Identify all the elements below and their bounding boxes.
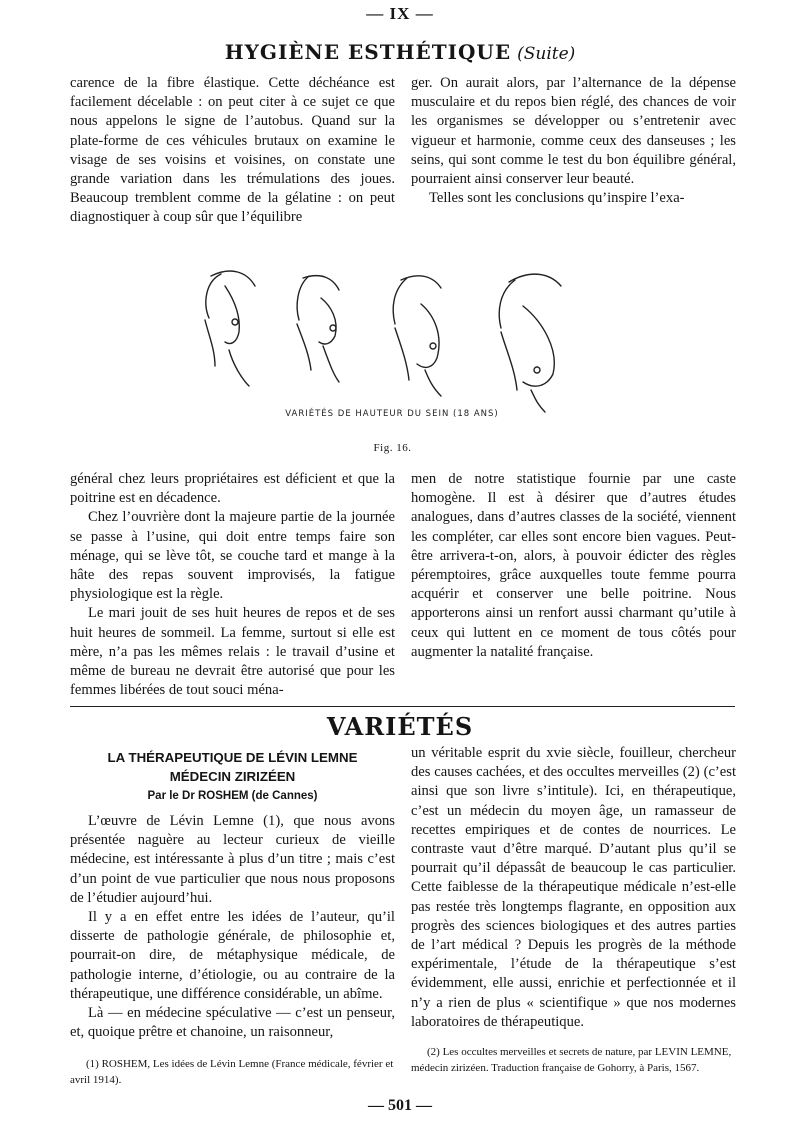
top-left-column: [70, 74, 395, 228]
footnote-2: [411, 1044, 736, 1076]
article-title: [70, 748, 395, 786]
varietes-right-column: [411, 744, 736, 1032]
figure-caption: Fig. 16.: [373, 442, 412, 454]
running-title: [0, 40, 800, 64]
article-title-line-2: MÉDECIN ZIRIZÉEN: [169, 769, 296, 784]
paragraph: carence de la fibre élastique. Cette déchéance est facilement décelable : on peut citer à ce sujet ce que nous appelons le signe de l’autobus. Quand sur la plate-forme de ces véhicules brutaux on examine le visage de ses voisins et voisines, on constate une grande variation dans les trémulations des joues. Beaucoup tremblent comme de la gélatine : on peut diagnostiquer à coup sûr que l’équilibre: [70, 75, 395, 226]
article-author: Par le Dr ROSHEM (de Cannes): [147, 790, 318, 802]
footnote-text: (1) ROSHEM, Les idées de Lévin Lemne (France médicale, février et avril 1914).: [70, 1058, 394, 1086]
paragraph: men de notre statistique fournie par une caste homogène. Il est à désirer que d’autres études analogues, dans d’autres classes de la société, viennent les compléter, car elles sont encore bien vagues. Peut-être arrivera-t-on, alors, à pouvoir édicter des règles péremptoires, grâce auxquelles toute femme pourra acquérir et conserver une belle poitrine. Nous apporterons ainsi un renfort aussi charmant qu’utile à ceux qui luttent en ce moment de tous côtés pour augmenter la natalité française.: [411, 471, 736, 660]
middle-right-column: [411, 470, 736, 662]
paragraph: ger. On aurait alors, par l’alternance de la dépense musculaire et du repos bien réglé, des chances de voir les organismes se développer ou s’entretenir avec vigueur et harmonie, comme ceux des danseuses ; les seins, qui sont comme le test du bon équilibre général, pourraient ainsi conserver leur beauté.: [411, 75, 736, 188]
top-right-column: [411, 74, 736, 208]
section-divider: [70, 706, 735, 707]
paragraph: L’œuvre de Lévin Lemne (1), que nous avons présentée naguère au lecteur curieux de vieille médecine, est intéressante à plus d’un titre ; mais c’est d’un point de vue particulier que nous nous proposons de l’étudier aujourd’hui.: [70, 813, 395, 906]
paragraph: Il y a en effet entre les idées de l’auteur, qu’il disserte de pathologie générale, de philosophie et, pourrait-on dire, de métaphysique médicale, de pathologie interne, d’étiologie, ou au contraire de la thérapeutique, une différence considérable, un abîme.: [70, 909, 395, 1002]
figure-inline-label: VARIÉTÉS DE HAUTEUR DU SEIN (18 ANS): [285, 409, 499, 419]
article-title-line-1: LA THÉRAPEUTIQUE DE LÉVIN LEMNE: [107, 750, 358, 765]
page-number: — 501 —: [368, 1097, 432, 1114]
running-title-suffix: (Suite): [517, 44, 576, 64]
paragraph: Le mari jouit de ses huit heures de repos et de ses huit heures de sommeil. La femme, surtout si elle est mère, n’a pas les mêmes relais : le travail d’usine et même de bureau ne devrait être autorisé que pour les femmes libérées de tout souci ména-: [70, 605, 395, 699]
paragraph: un véritable esprit du xvie siècle, fouilleur, chercheur des causes cachées, et des occultes merveilles (2) (c’est ainsi que son livre s’intitule). Ici, en thérapeutique, c’est un médecin du moyen âge, un ramasseur de recettes empiriques et de contes de nourrices. Le contraste vaut d’être marqué. D’autant plus qu’il se pourrait qu’il dépassât de beaucoup le cas particulier. Cette faiblesse de la thérapeutique médicale n’est-elle pas restée très longtemps flagrante, en opposition aux progrès des sciences biologiques et des autres parties de l’art médical ? Depuis les progrès de la méthode expérimentale, l’étude de la thérapeutique s’est évidemment, elle aussi, enrichie et perfectionnée et il n’y a rien de plus « scientifique » que nos modernes laboratoires de thérapeutique.: [411, 745, 736, 1030]
paragraph: Chez l’ouvrière dont la majeure partie de la journée se passe à l’usine, qui doit entre temps faire son ménage, qui se lève tôt, se couche tard et mange à la hâte des repas souvent improvisés, la fatigue physiologique est la règle.: [70, 509, 395, 603]
varietes-left-column: [70, 812, 395, 1042]
section-title-varietes: VARIÉTÉS: [326, 712, 474, 741]
figure-illustration: [185, 246, 600, 426]
paragraph: Telles sont les conclusions qu’inspire l’exa-: [429, 190, 685, 207]
figure-breast-silhouettes: [185, 246, 600, 426]
page-roman-numeral: — IX —: [366, 4, 434, 23]
paragraph: Là — en médecine spéculative — c’est un penseur, et, quoique prêtre et chanoine, un raisonneur,: [70, 1005, 395, 1041]
footnote-text: (2) Les occultes merveilles et secrets de nature, par LEVIN LEMNE, médecin zirizéen. Traduction française de Gohorry, à Paris, 1567.: [411, 1046, 732, 1074]
footnote-1: [70, 1056, 395, 1088]
middle-left-column: [70, 470, 395, 700]
running-title-text: HYGIÈNE ESTHÉTIQUE: [224, 40, 512, 64]
paragraph: général chez leurs propriétaires est déficient et que la poitrine est en décadence.: [70, 471, 395, 507]
